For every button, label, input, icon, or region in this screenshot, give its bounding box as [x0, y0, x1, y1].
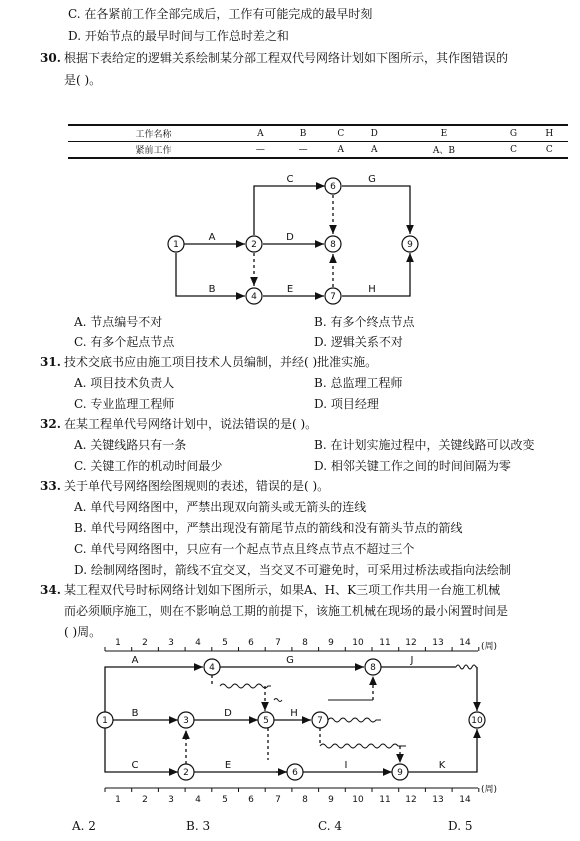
bottom-tick-label: 5 — [222, 795, 228, 805]
table-cell: — — [239, 142, 282, 159]
q31-option-a: A. 项目技术负责人 — [74, 376, 175, 390]
q31-number: 31. — [40, 355, 61, 369]
bottom-tick-label: 1 — [115, 795, 121, 805]
q30-stem-line1: 根据下表给定的逻辑关系绘制某分部工程双代号网络计划如下图所示，其作图错误的 — [64, 51, 509, 65]
table-cell: C — [324, 125, 357, 142]
node-label: 3 — [183, 716, 189, 726]
top-tick-label: 7 — [275, 638, 281, 648]
top-tick-label: 12 — [405, 638, 417, 648]
top-tick-label: 14 — [459, 638, 471, 648]
q31-option-c: C. 专业监理工程师 — [74, 397, 175, 411]
node-label: 5 — [263, 716, 269, 726]
table-cell: G — [496, 125, 530, 142]
activity-label: D — [286, 232, 294, 243]
time-unit-label-top: (周) — [481, 642, 498, 652]
q30-number: 30. — [40, 51, 61, 65]
activity-label: E — [224, 760, 232, 771]
table-cell: 紧前工作 — [68, 142, 239, 159]
node-label: 6 — [330, 182, 336, 192]
node-label: 2 — [183, 768, 189, 778]
q32-option-d: D. 相邻关键工作之间的时间间隔为零 — [314, 459, 511, 473]
table-cell: C — [496, 142, 530, 159]
top-tick-label: 13 — [432, 638, 444, 648]
q30-option-d: D. 逻辑关系不对 — [314, 335, 403, 349]
top-tick-label: 11 — [379, 638, 391, 648]
q31-option-b: B. 总监理工程师 — [314, 376, 403, 390]
q32-option-c: C. 关键工作的机动时间最少 — [74, 459, 223, 473]
bottom-tick-label: 9 — [328, 795, 334, 805]
q30-option-c: C. 有多个起点节点 — [74, 335, 175, 349]
q31-option-d: D. 项目经理 — [314, 397, 379, 411]
activity-label: A — [131, 655, 139, 666]
table-cell: H — [531, 125, 568, 142]
q30-option-a: A. 节点编号不对 — [74, 315, 163, 329]
activity-label: A — [208, 232, 216, 243]
bottom-tick-label: 4 — [195, 795, 201, 805]
activity-label: G — [286, 655, 294, 666]
node-label: 7 — [330, 292, 336, 302]
top-tick-label: 10 — [352, 638, 364, 648]
q33-option-b: B. 单代号网络图中，严禁出现没有箭尾节点的箭线和没有箭头节点的箭线 — [74, 521, 463, 535]
activity-label: H — [290, 708, 298, 719]
activity-label: E — [286, 284, 294, 295]
q30-stem-line2: 是( )。 — [64, 73, 102, 87]
bottom-tick-label: 8 — [302, 795, 308, 805]
top-tick-label: 5 — [222, 638, 228, 648]
table-cell: A、B — [391, 142, 496, 159]
top-tick-label: 2 — [142, 638, 148, 648]
activity-label: B — [131, 708, 139, 719]
time-unit-label-bottom: (周) — [481, 785, 498, 795]
node-label: 1 — [173, 240, 179, 250]
q33-option-d: D. 绘制网络图时，箭线不宜交叉，当交叉不可避免时，可采用过桥法或指向法绘制 — [74, 563, 511, 577]
activity-label: H — [368, 284, 376, 295]
bottom-tick-label: 3 — [168, 795, 174, 805]
table-cell: E — [391, 125, 496, 142]
node-label: 8 — [330, 240, 336, 250]
top-tick-label: 4 — [195, 638, 201, 648]
node-label: 7 — [317, 716, 323, 726]
node-label: 6 — [292, 768, 298, 778]
q33-stem: 关于单代号网络图绘图规则的表述，错误的是( )。 — [64, 479, 330, 493]
q34-stem-line1: 某工程双代号时标网络计划如下图所示，如果A、H、K三项工作共用一台施工机械 — [64, 583, 501, 597]
q33-number: 33. — [40, 479, 61, 493]
q34-stem-line3: ( )周。 — [64, 625, 102, 639]
table-cell: 工作名称 — [68, 125, 239, 142]
activity-label: C — [131, 760, 139, 771]
bottom-tick-label: 13 — [432, 795, 444, 805]
bottom-tick-label: 6 — [248, 795, 254, 805]
top-tick-label: 9 — [328, 638, 334, 648]
bottom-tick-label: 7 — [275, 795, 281, 805]
top-tick-label: 3 — [168, 638, 174, 648]
prev-option-c: C. 在各紧前工作全部完成后，工作有可能完成的最早时刻 — [68, 7, 373, 21]
activity-label: C — [286, 174, 294, 185]
table-cell: C — [531, 142, 568, 159]
top-tick-label: 6 — [248, 638, 254, 648]
q34-option-d: D. 5 — [448, 819, 473, 833]
q33-option-a: A. 单代号网络图中，严禁出现双向箭头或无箭头的连线 — [74, 500, 367, 514]
node-label: 1 — [102, 716, 108, 726]
activity-label: K — [438, 760, 446, 771]
activity-label: B — [208, 284, 216, 295]
activity-label: J — [410, 655, 414, 666]
q34-option-c: C. 4 — [318, 819, 343, 833]
node-label: 8 — [370, 663, 376, 673]
table-cell: A — [324, 142, 357, 159]
bottom-tick-label: 14 — [459, 795, 471, 805]
table-cell: D — [357, 125, 391, 142]
node-label: 2 — [251, 240, 257, 250]
table-cell: A — [239, 125, 282, 142]
activity-label: I — [344, 760, 348, 771]
q30-option-b: B. 有多个终点节点 — [314, 315, 415, 329]
node-label: 4 — [251, 292, 257, 302]
table-cell: B — [282, 125, 325, 142]
q32-option-b: B. 在计划实施过程中，关键线路可以改变 — [314, 438, 535, 452]
activity-label: G — [368, 174, 376, 185]
activity-label: D — [224, 708, 232, 719]
bottom-tick-label: 2 — [142, 795, 148, 805]
bottom-tick-label: 10 — [352, 795, 364, 805]
node-label: 10 — [471, 716, 483, 726]
node-label: 4 — [209, 663, 215, 673]
q34-stem-line2: 而必须顺序施工，则在不影响总工期的前提下，该施工机械在现场的最小闲置时间是 — [64, 604, 509, 618]
top-tick-label: 1 — [115, 638, 121, 648]
top-tick-label: 8 — [302, 638, 308, 648]
node-label: 9 — [397, 768, 403, 778]
prev-option-d: D. 开始节点的最早时间与工作总时差之和 — [68, 29, 289, 43]
q32-number: 32. — [40, 417, 61, 431]
node-label: 9 — [407, 240, 413, 250]
q34-number: 34. — [40, 583, 61, 597]
q34-option-a: A. 2 — [72, 819, 96, 833]
q34-option-b: B. 3 — [186, 819, 211, 833]
q32-option-a: A. 关键线路只有一条 — [74, 438, 187, 452]
table-cell: A — [357, 142, 391, 159]
q33-option-c: C. 单代号网络图中，只应有一个起点节点且终点节点不超过三个 — [74, 542, 415, 556]
table-cell: — — [282, 142, 325, 159]
bottom-tick-label: 11 — [379, 795, 391, 805]
q32-stem: 在某工程单代号网络计划中，说法错误的是( )。 — [64, 417, 318, 431]
bottom-tick-label: 12 — [405, 795, 417, 805]
q31-stem: 技术交底书应由施工项目技术人员编制，并经( )批准实施。 — [64, 355, 378, 369]
